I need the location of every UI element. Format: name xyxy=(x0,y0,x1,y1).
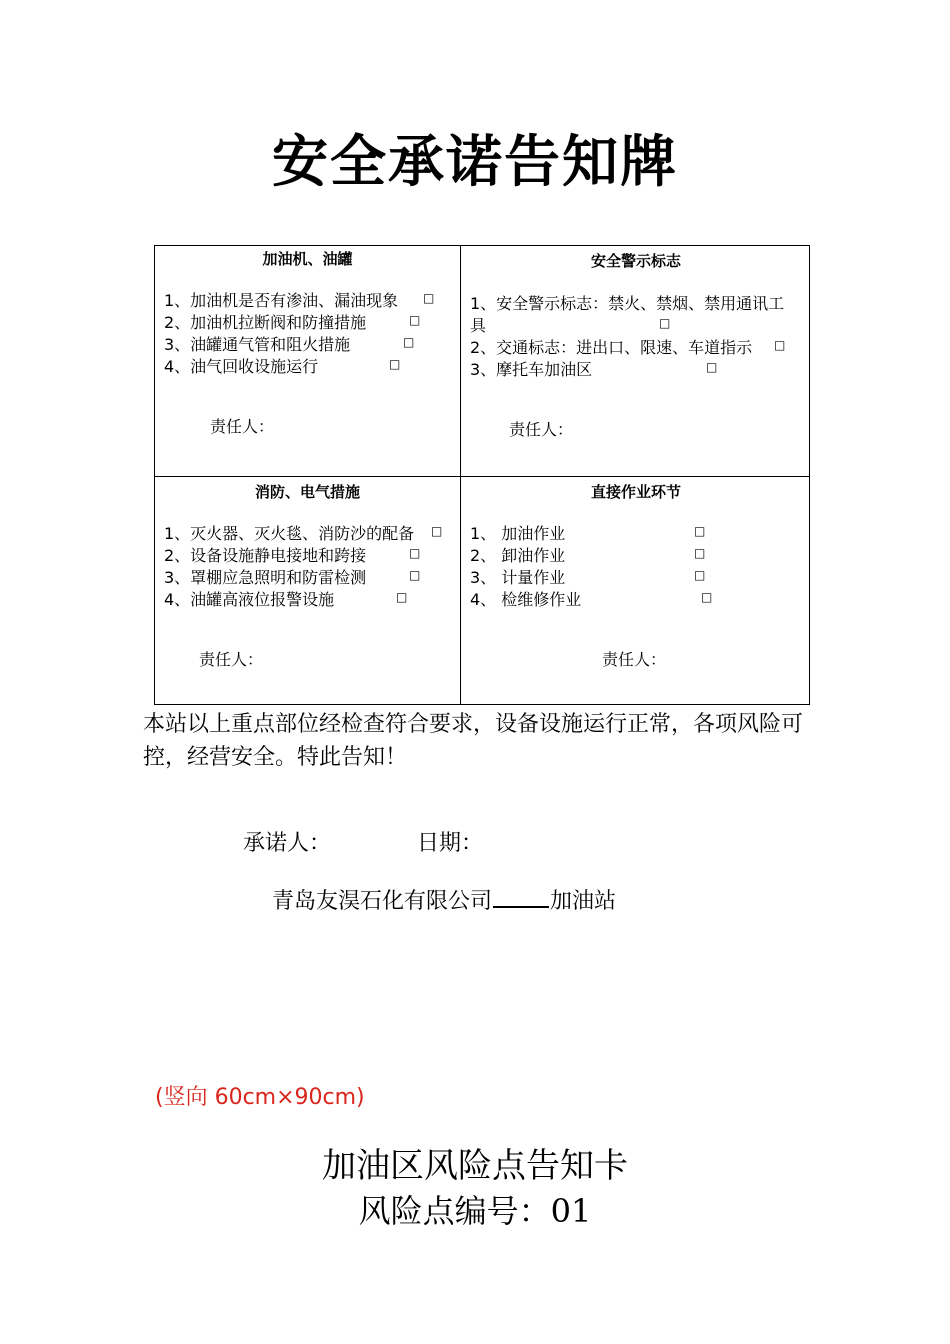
list-item: 2、设备设施静电接地和跨接 xyxy=(164,546,367,565)
list-item: 3、罩棚应急照明和防雷检测 xyxy=(164,568,367,587)
list-item: 1、安全警示标志：禁火、禁烟、禁用通讯工 xyxy=(470,294,785,313)
quadrant-fire-electrical-heading: 消防、电气措施 xyxy=(254,483,360,501)
checkbox[interactable]: □ xyxy=(659,316,671,330)
checkbox[interactable]: □ xyxy=(694,524,706,538)
station-suffix: 加油站 xyxy=(550,889,617,914)
checkbox[interactable]: □ xyxy=(694,546,706,560)
size-note: (竖向 60cm×90cm) xyxy=(155,1085,365,1110)
list-item: 3、 计量作业 xyxy=(470,568,566,587)
commitment-statement: 本站以上重点部位经检查符合要求，设备设施运行正常，各项风险可控，经营安全。特此告知！ xyxy=(143,712,804,770)
checkbox[interactable]: □ xyxy=(409,546,421,560)
list-item: 3、摩托车加油区 xyxy=(470,360,593,379)
checkbox[interactable]: □ xyxy=(774,338,786,352)
list-item: 3、油罐通气管和阻火措施 xyxy=(164,335,351,354)
list-item: 2、 卸油作业 xyxy=(470,546,566,565)
checkbox[interactable]: □ xyxy=(431,524,443,538)
company-name: 青岛友淏石化有限公司 xyxy=(272,889,493,914)
list-item: 4、油气回收设施运行 xyxy=(164,357,319,376)
quadrant-direct-operations-heading: 直接作业环节 xyxy=(590,483,681,501)
list-item: 1、 加油作业 xyxy=(470,524,566,543)
page-title: 安全承诺告知牌 xyxy=(272,130,678,195)
checkbox[interactable]: □ xyxy=(409,313,421,327)
table-vertical-divider xyxy=(460,246,461,704)
commitment-table xyxy=(154,245,810,705)
quadrant-warning-signs-heading: 安全警示标志 xyxy=(590,252,681,270)
checkbox[interactable]: □ xyxy=(396,590,408,604)
risk-point-number: 01 xyxy=(550,1192,592,1230)
checkbox[interactable]: □ xyxy=(409,568,421,582)
station-name-blank[interactable] xyxy=(493,884,549,908)
responsible-person-label: 责任人： xyxy=(210,417,275,436)
risk-card-title: 加油区风险点告知卡 xyxy=(322,1146,628,1186)
responsible-person-label: 责任人： xyxy=(509,420,574,439)
list-item: 4、油罐高液位报警设施 xyxy=(164,590,335,609)
risk-point-number-line xyxy=(0,1186,950,1232)
list-item: 2、交通标志：进出口、限速、车道指示 xyxy=(470,338,753,357)
responsible-person-label: 责任人： xyxy=(602,650,667,669)
risk-point-label: 风险点编号： xyxy=(358,1192,551,1230)
company-line xyxy=(272,884,616,915)
list-item: 具 xyxy=(470,316,487,335)
checkbox[interactable]: □ xyxy=(701,590,713,604)
promisor-label: 承诺人： xyxy=(243,831,332,856)
date-label: 日期： xyxy=(417,831,484,856)
list-item: 1、灭火器、灭火毯、消防沙的配备 xyxy=(164,524,415,543)
quadrant-fuel-dispenser-heading: 加油机、油罐 xyxy=(262,250,353,268)
list-item: 1、加油机是否有渗油、漏油现象 xyxy=(164,291,399,310)
checkbox[interactable]: □ xyxy=(423,291,435,305)
checkbox[interactable]: □ xyxy=(389,357,401,371)
list-item: 4、 检维修作业 xyxy=(470,590,582,609)
checkbox[interactable]: □ xyxy=(403,335,415,349)
table-horizontal-divider xyxy=(155,476,809,477)
checkbox[interactable]: □ xyxy=(706,360,718,374)
responsible-person-label: 责任人： xyxy=(199,650,264,669)
list-item: 2、加油机拉断阀和防撞措施 xyxy=(164,313,367,332)
checkbox[interactable]: □ xyxy=(694,568,706,582)
